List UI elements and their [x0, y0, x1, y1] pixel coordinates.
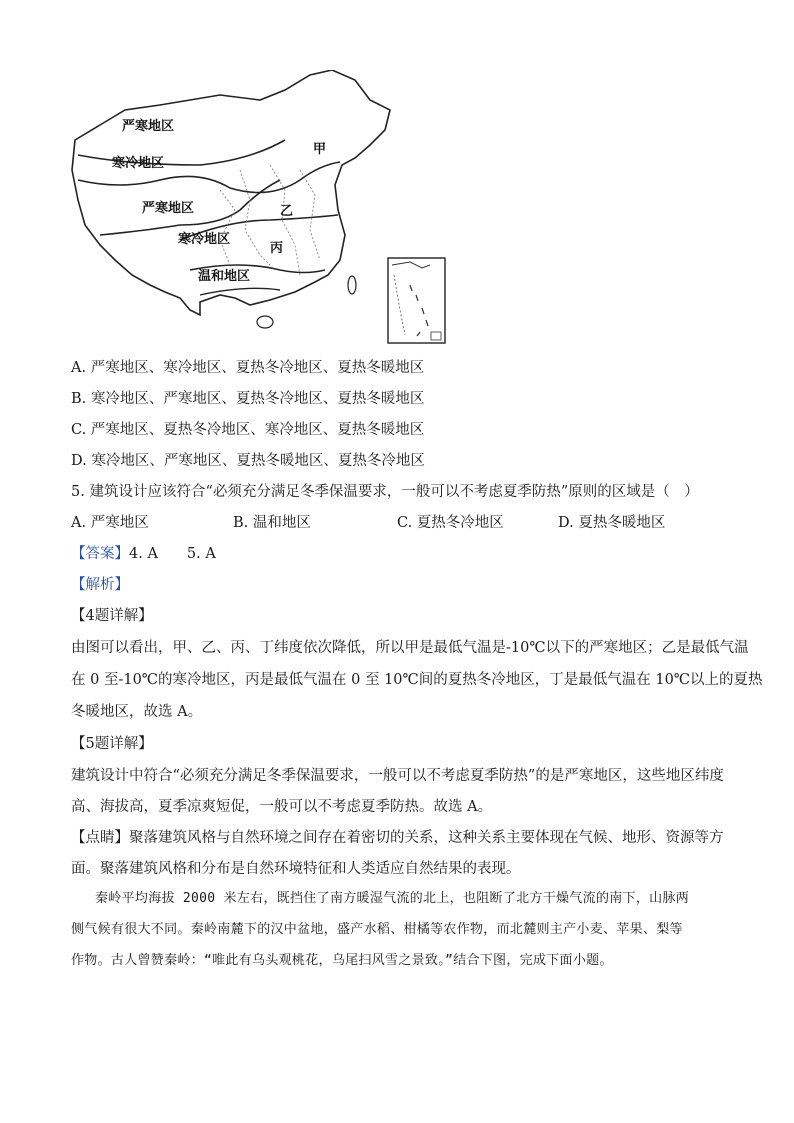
label-cold-north: 寒冷地区 [112, 156, 165, 171]
label-severe-cold-north: 严寒地区 [122, 119, 175, 134]
q5-option-c: C. 夏热冬冷地区 [397, 515, 504, 531]
q4-option-a: A. 严寒地区、寒冷地区、夏热冬冷地区、夏热冬暖地区 [71, 360, 425, 376]
detail5-tag: 【5题详解】 [71, 736, 153, 752]
label-jia: 甲 [313, 142, 327, 157]
q5-option-d: D. 夏热冬暖地区 [558, 515, 666, 531]
answer-tag: 【答案】 [71, 546, 129, 562]
passage-line-3: 作物。古人曾赞秦岭：“唯此有乌头观桃花，乌尾扫风雪之景致。”结合下图，完成下面小题。 [71, 953, 613, 968]
answer-line [71, 544, 216, 564]
q5-stem: 5. 建筑设计应该符合“必须充分满足冬季保温要求，一般可以不考虑夏季防热”原则的区域是（ ） [71, 484, 699, 500]
q4-option-c: C. 严寒地区、夏热冬冷地区、寒冷地区、夏热冬暖地区 [71, 422, 425, 438]
passage-line-2: 侧气候有很大不同。秦岭南麓下的汉中盆地，盛产水稻、柑橘等农作物，而北麓则主产小麦、苹果、梨等 [71, 922, 683, 937]
q4-option-b: B. 寒冷地区、严寒地区、夏热冬冷地区、夏热冬暖地区 [71, 391, 425, 407]
answer-text: 4. A 5. A [129, 546, 216, 562]
q5-option-a: A. 严寒地区 [71, 515, 149, 531]
detail4-line-3: 冬暖地区，故选 A。 [71, 704, 203, 720]
detail4-line-2: 在 0 至-10℃的寒冷地区，丙是最低气温在 0 至 10℃间的夏热冬冷地区，丁是最低气温在 10℃以上的夏热 [71, 672, 763, 688]
label-cold-plateau: 寒冷地区 [178, 232, 231, 247]
detail5-line-1: 建筑设计中符合“必须充分满足冬季保温要求，一般可以不考虑夏季防热”的是严寒地区，这些地区纬度 [71, 768, 724, 784]
label-mild: 温和地区 [198, 269, 251, 284]
south-china-sea-inset [388, 258, 445, 343]
taiwan-island [348, 276, 356, 294]
detail4-tag: 【4题详解】 [71, 608, 153, 624]
label-bing: 丙 [270, 241, 284, 256]
hainan-island [257, 316, 273, 328]
label-severe-cold-plateau: 严寒地区 [142, 201, 195, 216]
analysis-tag: 【解析】 [71, 577, 129, 593]
q4-option-d: D. 寒冷地区、严寒地区、夏热冬暖地区、夏热冬冷地区 [71, 453, 425, 469]
climate-zone-map [70, 70, 450, 345]
tip-text-1: 聚落建筑风格与自然环境之间存在着密切的关系，这种关系主要体现在气候、地形、资源等方 [129, 830, 724, 846]
detail5-line-2: 高、海拔高，夏季凉爽短促，一般可以不考虑夏季防热。故选 A。 [71, 799, 493, 815]
passage-line-1: 秦岭平均海拔 2000 米左右，既挡住了南方暖湿气流的北上，也阻断了北方干燥气流的南下，山脉两 [95, 891, 690, 906]
detail4-line-1: 由图可以看出，甲、乙、丙、丁纬度依次降低，所以甲是最低气温是-10℃以下的严寒地区；乙是最低气温 [71, 640, 749, 656]
tip-tag: 【点睛】 [71, 830, 129, 846]
q5-option-b: B. 温和地区 [233, 515, 311, 531]
zone-line [78, 140, 285, 165]
map-svg [70, 70, 450, 345]
label-yi: 乙 [280, 204, 294, 219]
tip-line-1 [71, 828, 724, 848]
tip-line-2: 面。聚落建筑风格和分布是自然环境特征和人类适应自然结果的表现。 [71, 861, 521, 877]
zone-line [200, 288, 280, 295]
